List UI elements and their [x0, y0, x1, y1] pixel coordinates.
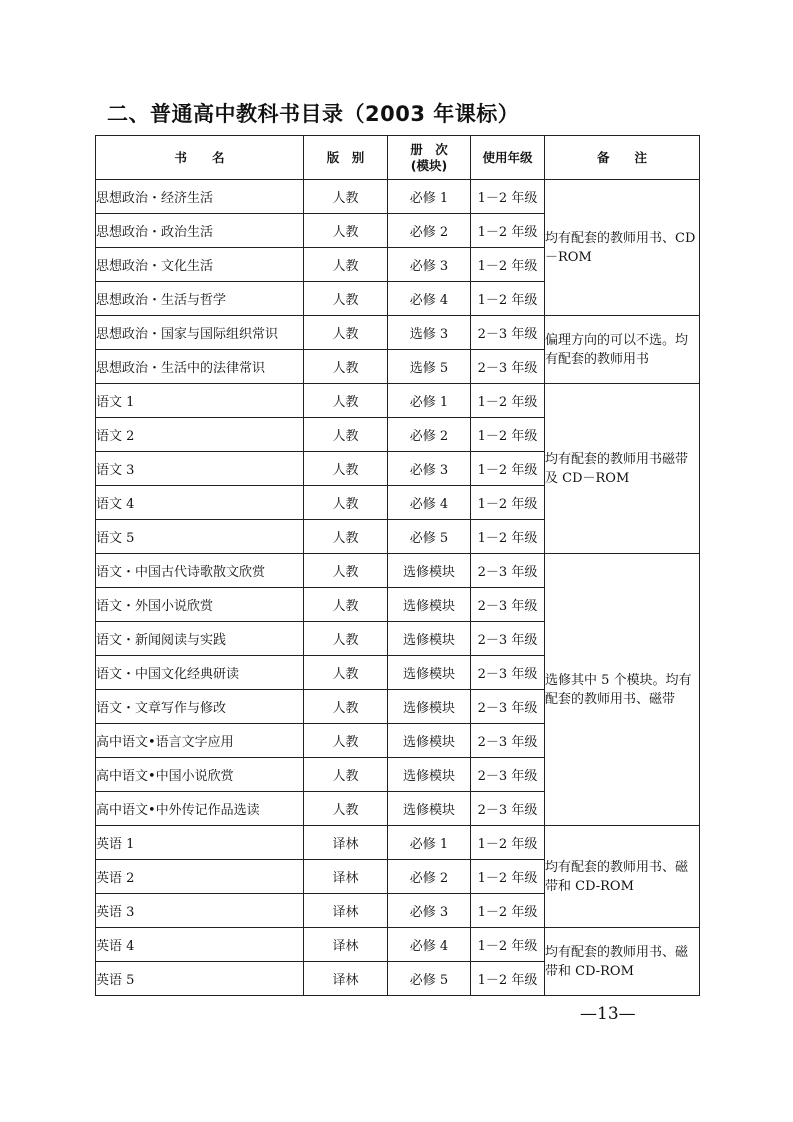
- volume-cell: 选修 5: [388, 350, 471, 384]
- edition-cell: 人教: [304, 724, 388, 758]
- book-name-cell: 英语 1: [96, 826, 304, 860]
- book-name-cell: 语文 4: [96, 486, 304, 520]
- grade-cell: 2－3 年级: [471, 792, 545, 826]
- edition-cell: 人教: [304, 690, 388, 724]
- edition-cell: 人教: [304, 384, 388, 418]
- table-body: [96, 180, 700, 996]
- edition-cell: 人教: [304, 248, 388, 282]
- grade-cell: 1－2 年级: [471, 962, 545, 996]
- grade-cell: 1－2 年级: [471, 418, 545, 452]
- volume-cell: 必修 4: [388, 282, 471, 316]
- grade-cell: 1－2 年级: [471, 826, 545, 860]
- edition-cell: 人教: [304, 792, 388, 826]
- book-name-cell: 语文 2: [96, 418, 304, 452]
- edition-cell: 人教: [304, 520, 388, 554]
- textbook-catalog-table: [95, 135, 700, 996]
- grade-cell: 2－3 年级: [471, 554, 545, 588]
- grade-cell: 2－3 年级: [471, 316, 545, 350]
- book-name-cell: 思想政治・经济生活: [96, 180, 304, 214]
- volume-cell: 必修 2: [388, 860, 471, 894]
- book-name-cell: 思想政治・生活中的法律常识: [96, 350, 304, 384]
- edition-cell: 人教: [304, 554, 388, 588]
- book-name-cell: 英语 2: [96, 860, 304, 894]
- edition-cell: 人教: [304, 622, 388, 656]
- book-name-cell: 思想政治・文化生活: [96, 248, 304, 282]
- grade-cell: 2－3 年级: [471, 350, 545, 384]
- book-name-cell: 语文・新闻阅读与实践: [96, 622, 304, 656]
- edition-cell: 译林: [304, 826, 388, 860]
- edition-cell: 人教: [304, 316, 388, 350]
- edition-cell: 人教: [304, 180, 388, 214]
- volume-cell: 必修 1: [388, 384, 471, 418]
- volume-cell: 必修 1: [388, 826, 471, 860]
- table-row: [96, 928, 700, 962]
- header-remark: 备 注: [545, 136, 700, 180]
- header-edition: 版 别: [304, 136, 388, 180]
- table-row: [96, 384, 700, 418]
- grade-cell: 2－3 年级: [471, 758, 545, 792]
- grade-cell: 1－2 年级: [471, 180, 545, 214]
- grade-cell: 1－2 年级: [471, 452, 545, 486]
- book-name-cell: 语文・外国小说欣赏: [96, 588, 304, 622]
- edition-cell: 人教: [304, 350, 388, 384]
- book-name-cell: 思想政治・政治生活: [96, 214, 304, 248]
- edition-cell: 人教: [304, 214, 388, 248]
- grade-cell: 2－3 年级: [471, 588, 545, 622]
- table-row: [96, 180, 700, 214]
- volume-cell: 必修 4: [388, 928, 471, 962]
- volume-cell: 必修 3: [388, 894, 471, 928]
- book-name-cell: 高中语文•中外传记作品选读: [96, 792, 304, 826]
- book-name-cell: 英语 3: [96, 894, 304, 928]
- table-row: [96, 316, 700, 350]
- volume-cell: 必修 1: [388, 180, 471, 214]
- edition-cell: 人教: [304, 758, 388, 792]
- remark-cell: 均有配套的教师用书磁带及 CD－ROM: [545, 384, 700, 554]
- book-name-cell: 思想政治・国家与国际组织常识: [96, 316, 304, 350]
- edition-cell: 人教: [304, 418, 388, 452]
- page-number: —13—: [580, 1004, 636, 1024]
- header-volume-line1: 册 次: [410, 141, 448, 157]
- table-header-row: [96, 136, 700, 180]
- page-title: 二、普通高中教科书目录（2003 年课标）: [107, 102, 520, 126]
- edition-cell: 人教: [304, 452, 388, 486]
- volume-cell: 选修 3: [388, 316, 471, 350]
- book-name-cell: 语文 5: [96, 520, 304, 554]
- edition-cell: 人教: [304, 588, 388, 622]
- volume-cell: 选修模块: [388, 792, 471, 826]
- volume-cell: 必修 5: [388, 520, 471, 554]
- header-volume-line2: (模块): [410, 157, 448, 173]
- grade-cell: 1－2 年级: [471, 214, 545, 248]
- grade-cell: 1－2 年级: [471, 486, 545, 520]
- book-name-cell: 语文 1: [96, 384, 304, 418]
- grade-cell: 1－2 年级: [471, 384, 545, 418]
- volume-cell: 必修 3: [388, 452, 471, 486]
- edition-cell: 译林: [304, 860, 388, 894]
- book-name-cell: 高中语文•中国小说欣赏: [96, 758, 304, 792]
- grade-cell: 1－2 年级: [471, 860, 545, 894]
- volume-cell: 选修模块: [388, 724, 471, 758]
- header-volume: [388, 136, 471, 180]
- book-name-cell: 语文・中国文化经典研读: [96, 656, 304, 690]
- book-name-cell: 英语 4: [96, 928, 304, 962]
- grade-cell: 1－2 年级: [471, 282, 545, 316]
- remark-cell: 偏理方向的可以不选。均有配套的教师用书: [545, 316, 700, 384]
- volume-cell: 选修模块: [388, 588, 471, 622]
- book-name-cell: 思想政治・生活与哲学: [96, 282, 304, 316]
- volume-cell: 必修 2: [388, 418, 471, 452]
- volume-cell: 必修 2: [388, 214, 471, 248]
- volume-cell: 必修 3: [388, 248, 471, 282]
- remark-cell: 均有配套的教师用书、CD－ROM: [545, 180, 700, 316]
- remark-cell: 均有配套的教师用书、磁带和 CD-ROM: [545, 928, 700, 996]
- volume-cell: 选修模块: [388, 690, 471, 724]
- grade-cell: 1－2 年级: [471, 894, 545, 928]
- table-row: [96, 826, 700, 860]
- grade-cell: 2－3 年级: [471, 690, 545, 724]
- book-name-cell: 高中语文•语言文字应用: [96, 724, 304, 758]
- edition-cell: 人教: [304, 486, 388, 520]
- grade-cell: 2－3 年级: [471, 656, 545, 690]
- table-row: [96, 554, 700, 588]
- edition-cell: 译林: [304, 962, 388, 996]
- header-name: 书 名: [96, 136, 304, 180]
- volume-cell: 选修模块: [388, 656, 471, 690]
- header-grade: 使用年级: [471, 136, 545, 180]
- volume-cell: 选修模块: [388, 554, 471, 588]
- volume-cell: 必修 4: [388, 486, 471, 520]
- volume-cell: 必修 5: [388, 962, 471, 996]
- edition-cell: 译林: [304, 894, 388, 928]
- grade-cell: 1－2 年级: [471, 248, 545, 282]
- remark-cell: 均有配套的教师用书、磁带和 CD-ROM: [545, 826, 700, 928]
- edition-cell: 人教: [304, 282, 388, 316]
- book-name-cell: 英语 5: [96, 962, 304, 996]
- grade-cell: 2－3 年级: [471, 724, 545, 758]
- book-name-cell: 语文・中国古代诗歌散文欣赏: [96, 554, 304, 588]
- grade-cell: 1－2 年级: [471, 928, 545, 962]
- edition-cell: 译林: [304, 928, 388, 962]
- remark-cell: 选修其中 5 个模块。均有配套的教师用书、磁带: [545, 554, 700, 826]
- edition-cell: 人教: [304, 656, 388, 690]
- grade-cell: 1－2 年级: [471, 520, 545, 554]
- book-name-cell: 语文 3: [96, 452, 304, 486]
- volume-cell: 选修模块: [388, 758, 471, 792]
- volume-cell: 选修模块: [388, 622, 471, 656]
- book-name-cell: 语文・文章写作与修改: [96, 690, 304, 724]
- grade-cell: 2－3 年级: [471, 622, 545, 656]
